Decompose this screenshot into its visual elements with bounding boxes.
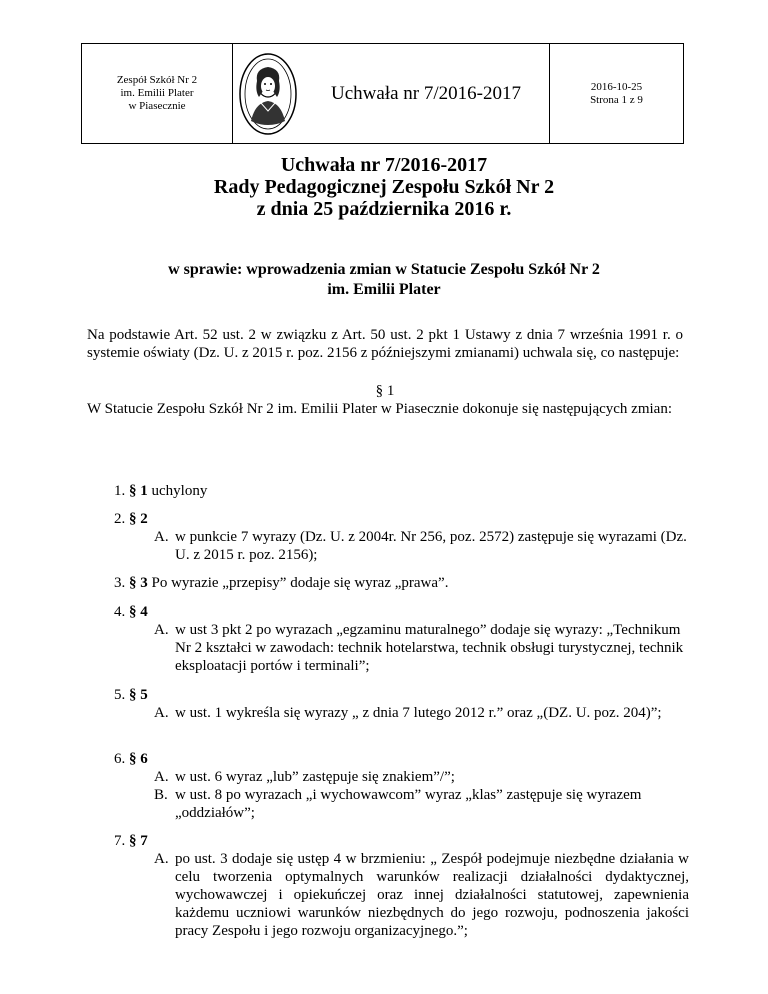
item-text: uchylony — [147, 483, 208, 499]
subitem-letter: A. — [154, 529, 169, 545]
item-number: 4. — [114, 604, 126, 620]
portrait-seal-icon — [237, 51, 299, 137]
list-item-5 — [114, 686, 689, 704]
school-logo — [233, 44, 303, 143]
preamble: Na podstawie Art. 52 ust. 2 w związku z Art. 50 ust. 2 pkt 1 Ustawy z dnia 7 września 1991 r. o systemie oświaty (Dz. U. z 2015 r. poz. 2156 z późniejszymi zmianami) uchwala się, co następuje: — [87, 327, 683, 361]
subitem-6b — [154, 786, 689, 822]
subitem-text: w ust. 8 po wyrazach „i wychowawcom” wyraz „klas” zastępuje się wyrazem „oddziałów”; — [175, 787, 642, 821]
item-paragraph-ref: § 1 — [129, 483, 148, 499]
subitem-4a — [154, 621, 689, 675]
header-date-page — [550, 44, 683, 143]
title-line-3: z dnia 25 października 2016 r. — [256, 198, 512, 220]
list-item-2 — [114, 510, 689, 528]
subitem-letter: A. — [154, 705, 169, 721]
header-doc-title-text: Uchwała nr 7/2016-2017 — [331, 82, 521, 104]
subitem-7a — [154, 850, 689, 940]
item-paragraph-ref: § 5 — [129, 687, 148, 703]
header-date: 2016-10-25 — [590, 80, 643, 93]
section-intro: W Statucie Zespołu Szkół Nr 2 im. Emilii Plater w Piasecznie dokonuje się następujących zmian: — [87, 401, 672, 417]
subitem-text: w ust. 1 wykreśla się wyrazy „ z dnia 7 lutego 2012 r.” oraz „(DZ. U. poz. 204)”; — [175, 705, 662, 721]
item-number: 1. — [114, 483, 126, 499]
subitem-text: w ust 3 pkt 2 po wyrazach „egzaminu maturalnego” dodaje się wyrazy: „Technikum Nr 2 kształci w zawodach: technik hotelarstwa, technik obsługi turystycznej, technik eksploatacji portów i terminali”; — [175, 622, 684, 674]
subitem-2a — [154, 528, 689, 564]
subitem-text: w ust. 6 wyraz „lub” zastępuje się znakiem”/”; — [175, 769, 455, 785]
list-item-6 — [114, 750, 689, 768]
subitem-text: po ust. 3 dodaje się ustęp 4 w brzmieniu: „ Zespół podejmuje niezbędne działania w celu tworzenia optymalnych warunków realizacji działalności dydaktycznej, wychowawczej i opiekuńczej oraz innej działalności statutowej, zapewnienia każdemu uczniowi warunków niezbędnych do jego rozwoju, podnoszenia jakości pracy Zespołu i jego rozwoju organizacyjnego.”; — [175, 851, 689, 939]
subject-line-2: im. Emilii Plater — [327, 281, 441, 298]
subitem-letter: A. — [154, 622, 169, 638]
subitem-text: w punkcie 7 wyrazy (Dz. U. z 2004r. Nr 256, poz. 2572) zastępuje się wyrazami (Dz. U. z 2015 r. poz. 2156); — [175, 529, 687, 563]
subitem-5a — [154, 704, 689, 722]
item-paragraph-ref: § 2 — [129, 511, 148, 527]
item-number: 3. — [114, 575, 126, 591]
list-item-4 — [114, 603, 689, 621]
subitem-6a — [154, 768, 689, 786]
title-line-2: Rady Pedagogicznej Zespołu Szkół Nr 2 — [213, 176, 555, 198]
section-mark: § 1 — [375, 383, 395, 399]
list-item-1 — [114, 482, 689, 500]
item-number: 7. — [114, 833, 126, 849]
item-number: 5. — [114, 687, 126, 703]
list-item-7 — [114, 832, 689, 850]
title-line-1: Uchwała nr 7/2016-2017 — [280, 154, 488, 176]
item-number: 6. — [114, 751, 126, 767]
school-line-2: im. Emilii Plater — [120, 87, 194, 99]
document-subject — [0, 260, 768, 300]
subject-line-1: w sprawie: wprowadzenia zmian w Statucie Zespołu Szkół Nr 2 — [168, 261, 600, 278]
school-line-1: Zespół Szkół Nr 2 — [116, 74, 198, 86]
list-item-3 — [114, 574, 689, 592]
school-name-cell — [82, 44, 233, 143]
subitem-letter: B. — [154, 787, 168, 803]
header-page-number: Strona 1 z 9 — [590, 93, 643, 106]
item-paragraph-ref: § 3 — [129, 575, 148, 591]
document-header — [81, 43, 684, 144]
item-paragraph-ref: § 6 — [129, 751, 148, 767]
item-paragraph-ref: § 7 — [129, 833, 148, 849]
school-line-3: w Piasecznie — [128, 100, 186, 112]
item-number: 2. — [114, 511, 126, 527]
document-title — [0, 154, 768, 220]
item-text: Po wyrazie „przepisy” dodaje się wyraz „prawa”. — [147, 575, 449, 591]
item-paragraph-ref: § 4 — [129, 604, 148, 620]
subitem-letter: A. — [154, 851, 169, 867]
header-doc-title — [303, 44, 550, 143]
subitem-letter: A. — [154, 769, 169, 785]
